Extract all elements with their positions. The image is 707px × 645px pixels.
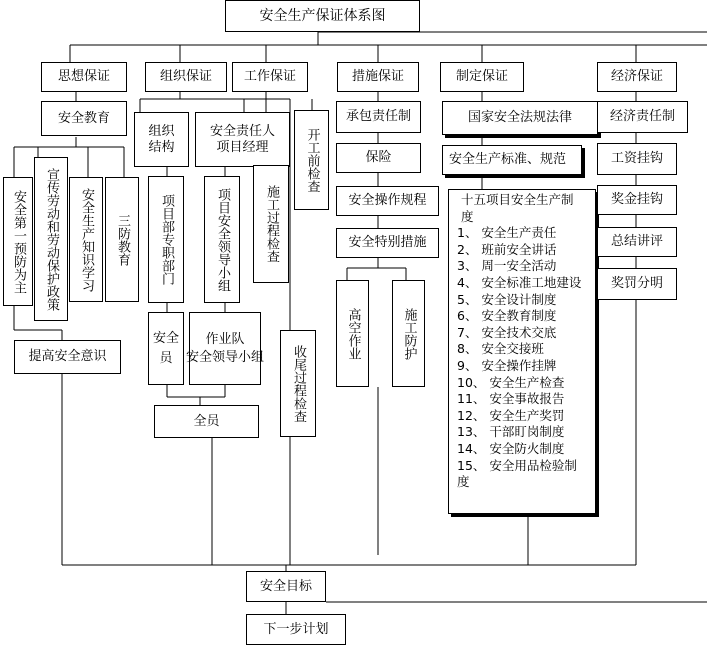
safety-production-standards: 安全生产标准、规范 bbox=[442, 145, 582, 175]
safety-officer-label: 安全员 bbox=[153, 330, 180, 366]
safety-first-prevention: 安全第一预防为主 bbox=[3, 177, 33, 306]
safety-education: 安全教育 bbox=[41, 101, 127, 136]
insurance: 保险 bbox=[336, 143, 421, 173]
high-altitude-work: 高空作业 bbox=[336, 280, 369, 387]
wage-linked: 工资挂钩 bbox=[597, 143, 677, 175]
list-item: 6、 安全教育制度 bbox=[457, 308, 557, 324]
clear-rewards-penalties: 奖罚分明 bbox=[597, 268, 677, 300]
org-structure: 组织 结构 bbox=[134, 112, 189, 167]
list-item: 8、 安全交接班 bbox=[457, 341, 544, 357]
closing-process-check: 收尾过程检查 bbox=[280, 330, 316, 437]
all-staff: 全员 bbox=[154, 405, 259, 438]
national-safety-laws: 国家安全法规法律 bbox=[442, 101, 598, 135]
economic-responsibility: 经济责任制 bbox=[597, 101, 688, 133]
safety-operating-rules: 安全操作规程 bbox=[336, 186, 439, 216]
project-safety-group: 项目安全领导小组 bbox=[204, 176, 240, 303]
chart-title: 安全生产保证体系图 bbox=[225, 0, 420, 32]
list-item: 15、 安全用品检验制度 bbox=[457, 457, 577, 490]
list-item: 12、 安全生产奖罚 bbox=[457, 407, 565, 423]
construction-process-check: 施工过程检查 bbox=[253, 165, 289, 283]
list-item: 7、 安全技术交底 bbox=[457, 324, 557, 340]
category-gongzuo: 工作保证 bbox=[232, 62, 308, 92]
list-item: 1、 安全生产责任 bbox=[457, 225, 557, 241]
list-item: 14、 安全防火制度 bbox=[457, 440, 565, 456]
labor-protection-policy: 宣传劳动和劳动保护政策 bbox=[34, 157, 68, 321]
category-zhiding: 制定保证 bbox=[440, 62, 524, 92]
category-cuoshi: 措施保证 bbox=[337, 62, 419, 92]
safety-responsible-pm: 安全责任人 项目经理 bbox=[195, 112, 290, 167]
list-item: 5、 安全设计制度 bbox=[457, 291, 557, 307]
contract-responsibility: 承包责任制 bbox=[336, 101, 421, 133]
project-dept: 项目部专职部门 bbox=[148, 176, 184, 303]
list-item: 4、 安全标准工地建设 bbox=[457, 274, 582, 290]
list-item: 2、 班前安全讲话 bbox=[457, 241, 557, 257]
safety-officer bbox=[148, 312, 184, 385]
list-title: 十五项目安全生产制度 bbox=[461, 192, 574, 224]
list-item: 3、 周一安全活动 bbox=[457, 258, 557, 274]
category-sixiang: 思想保证 bbox=[41, 62, 127, 92]
fifteen-rules-list bbox=[448, 189, 596, 514]
pre-start-check: 开工前检查 bbox=[294, 110, 329, 210]
bonus-linked: 奖金挂钩 bbox=[597, 185, 677, 215]
special-safety-measures: 安全特别措施 bbox=[336, 228, 439, 258]
summary-review: 总结讲评 bbox=[597, 227, 677, 257]
raise-safety-awareness: 提高安全意识 bbox=[14, 340, 121, 374]
category-zuzhi: 组织保证 bbox=[145, 62, 227, 92]
safety-knowledge-learning: 安全生产知识学习 bbox=[69, 177, 103, 302]
three-prevention-education: 三防教育 bbox=[105, 177, 139, 302]
safety-target: 安全目标 bbox=[246, 571, 326, 602]
list-item: 13、 干部盯岗制度 bbox=[457, 424, 565, 440]
list-item: 9、 安全操作挂牌 bbox=[457, 357, 557, 373]
list-item: 11、 安全事故报告 bbox=[457, 391, 565, 407]
category-jingji: 经济保证 bbox=[597, 62, 677, 92]
next-step-plan: 下一步计划 bbox=[246, 614, 346, 645]
work-team-group: 作业队 安全领导小组 bbox=[189, 312, 261, 385]
construction-protection: 施工防护 bbox=[392, 280, 425, 387]
list-item: 10、 安全生产检查 bbox=[457, 374, 565, 390]
